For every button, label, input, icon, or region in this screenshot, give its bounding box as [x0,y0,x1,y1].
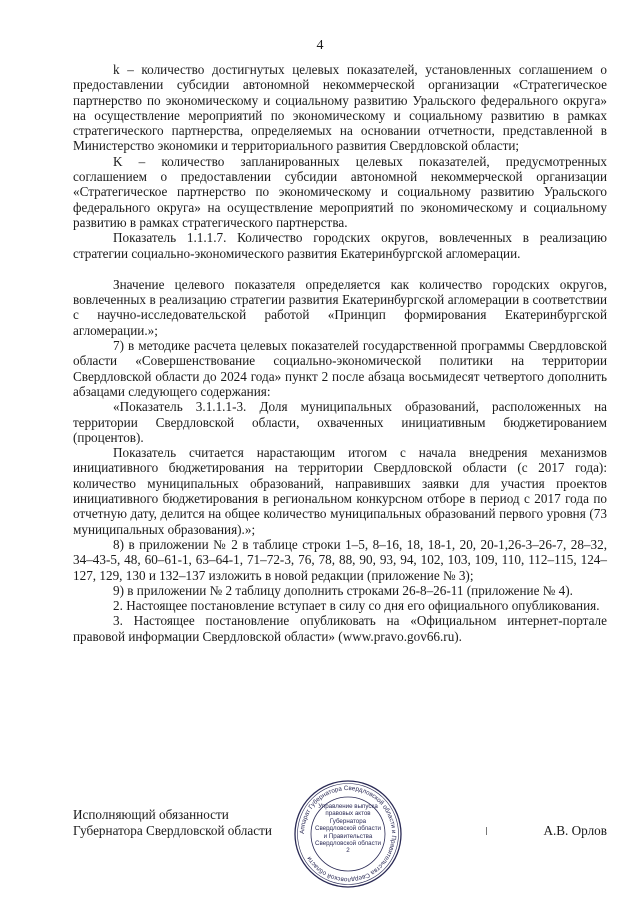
paragraph-item-7: 7) в методике расчета целевых показателей государственной программы Свердловской области «Совершенствование социально-экономической политики на территории Свердловской области до 2024 года» пункт 2 после абзаца восьмидесят четвертого дополнить абзацами следующего содержания: [73,338,607,399]
paragraph-indicator-1-1-1-7: Показатель 1.1.1.7. Количество городских округов, вовлеченных в реализацию стратегии социально-экономического развития Екатеринбургской агломерации. [73,230,607,261]
scan-speck [486,827,487,835]
signatory-name: А.В. Орлов [543,823,607,838]
signatory-title-line2: Губернатора Свердловской области [73,823,272,838]
paragraph-item-8: 8) в приложении № 2 в таблице строки 1–5, 8–16, 18, 18-1, 20, 20-1,26-3–26-7, 28–32, 34–43-5, 48, 60–61-1, 63–64-1, 71–72-3, 76, 78, 88, 90, 93, 94, 102, 103, 109, 110, 112–115, 124–127, 129, 130 и 132–137 изложить в новой редакции (приложение № 3); [73,536,607,583]
signatory-title [73,807,272,839]
paragraph-item-9: 9) в приложении № 2 таблицу дополнить строками 26-8–26-11 (приложение № 4). [113,582,573,598]
seal-center-text: Управление выпуска правовых актов Губернатора Свердловской области и Правительства Свердловской области 2 [314,803,381,855]
paragraph-clause-2: 2. Настоящее постановление вступает в силу со дня его официального опубликования. [113,598,600,614]
paragraph-cumulative-total: Показатель считается нарастающим итогом с начала внедрения механизмов инициативного бюджетирования на территории Свердловской области (с 2017 года): количество муниципальных образований, направивших заявки для участия проектов инициативного бюджетирования в региональном конкурсном отборе в период с 2017 года по отчетную дату, делится на общее количество муниципальных образований первого уровня (73 муниципальных образования).»; [73,445,607,537]
document-body [73,62,607,644]
paragraph-indicator-3-1-1-1-3: «Показатель 3.1.1.1-3. Доля муниципальных образований, расположенных на территории Свердловской области, охваченных инициативным бюджетированием (процентов). [73,399,607,445]
paragraph-indicator-value: Значение целевого показателя определяется как количество городских округов, вовлеченных в реализацию стратегии развития Екатеринбургской агломерации в соответствии с научно-исследовательской работой «Принцип формирования Екатеринбургской агломерации.»; [73,276,607,338]
seal-ring-text: Аппарат Губернатора Свердловской области и Правительства Свердловской области [298,784,398,884]
signatory-title-line1: Исполняющий обязанности [73,807,229,822]
paragraph-clause-3: 3. Настоящее постановление опубликовать на «Официальном интернет-портале правовой информации Свердловской области» (www.pravo.gov66.ru). [73,613,607,644]
paragraph-k-definition: k – количество достигнутых целевых показателей, установленных соглашением о предоставлении субсидии автономной некоммерческой организации «Стратегическое партнерство по экономическому и социальному развитию Уральского федерального округа» на осуществление мероприятий по экономическому и социальному развитию в рамках стратегического партнерства, определяемых на основании отчетности, представленной в Министерство экономики и территориального развития Свердловской области; [73,62,607,154]
page-number: 4 [316,38,324,53]
paragraph-K-definition: K – количество запланированных целевых показателей, предусмотренных соглашением о предоставлении субсидии автономной некоммерческой организации «Стратегическое партнерство по экономическому и социальному развитию Уральского федерального округа» на осуществление мероприятий по экономическому и социальному развитию в рамках стратегического партнерства. [73,153,607,230]
